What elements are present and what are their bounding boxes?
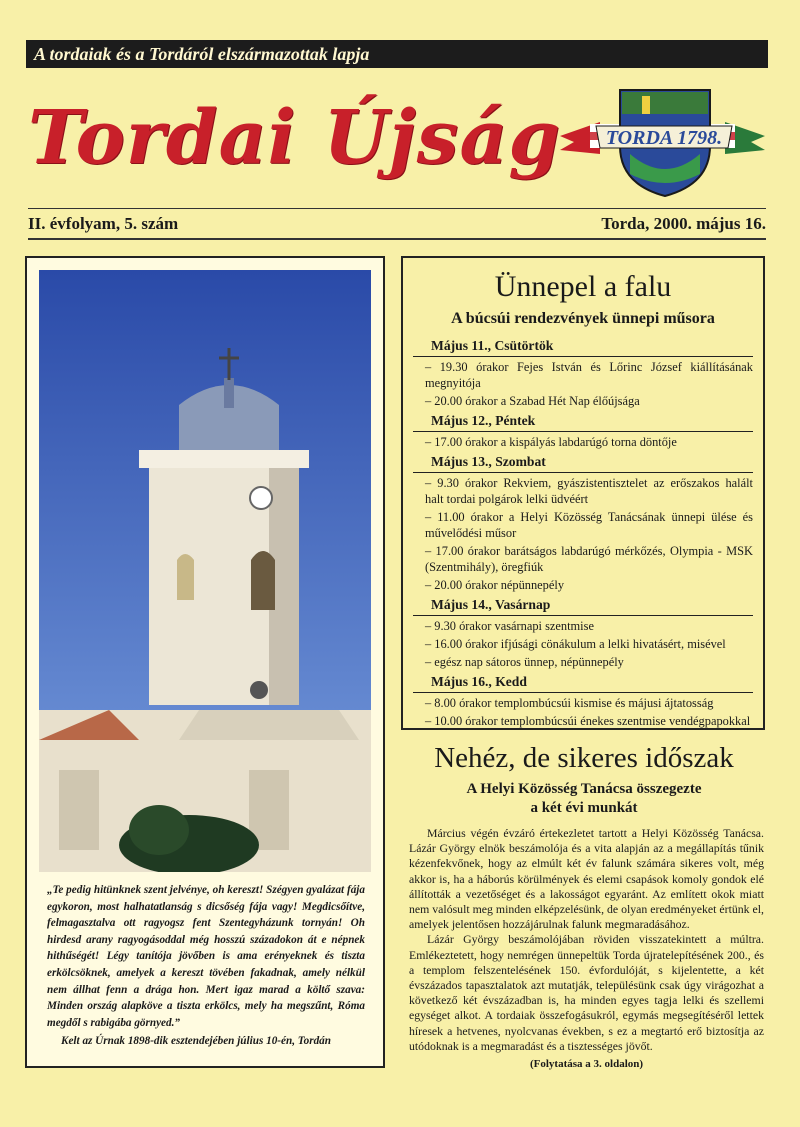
program-event: – 9.30 órakor vasárnapi szentmise [425, 619, 594, 633]
program-event: – 8.00 órakor templombúcsúi kismise és májusi ájtatosság [425, 696, 714, 710]
church-photo [39, 270, 371, 872]
torda-crest-logo [560, 84, 765, 199]
issue-number: II. évfolyam, 5. szám [28, 214, 179, 233]
program-event: – 19.30 órakor Fejes István és Lőrinc József kiállításának megnyitója [425, 360, 753, 390]
poem-text: „Te pedig hitünknek szent jelvénye, oh kereszt! Szégyen gyalázat fája egykoron, most halhatatlanság s dicsőség fája vagy! Megdicsőítve, felmagasztalva ott ragyogsz fent Szentegyházunk tornyán! Oh hirdesd arany ragyogásoddal még hosszú századokon át e népnek hithűségét! Légy tanítója jövőben is ama erényeknek és tiszta erkölcsöknek, amelyek a kereszt tövében fakadnak, amely nélkül nem állhat fenn a drága hon. Mert igaz marad a költő szava: Minden ország alapköve a tiszta erkölcs, mely ha megszűnt, Róma megdől s rabigába görnyed.” [47, 884, 365, 1029]
program-event: – 10.00 órakor templombúcsúi énekes szentmise vendégpapokkal [425, 714, 751, 728]
program-event: – 17.00 órakor barátságos labdarúgó mérkőzés, Olympia - MSK (Szentmihály), öregfiúk [425, 544, 753, 574]
program-day: Május 14., Vasárnap [413, 595, 753, 616]
program-day: Május 13., Szombat [413, 452, 753, 473]
article-subtitle-line: A Helyi Közösség Tanácsa összegezte [466, 781, 702, 797]
header-rule-bottom [28, 238, 766, 240]
program-event: – 20.00 órakor a Szabad Hét Nap élőújsága [425, 394, 640, 408]
program-event: – 16.00 órakor ifjúsági cönákulum a lelki hivatásért, misével [425, 637, 726, 651]
program-title: Ünnepel a falu [494, 270, 672, 303]
article-paragraph: Március végén évzáró értekezletet tartott a Helyi Közösség Tanácsa. Lázár György elnök beszámolója és a vita alapján az a megállapítás tűnik kézenfekvőnek, hogy az elmúlt két év falunk számára sikeres volt, még akkor is, ha a háborús körülmények és elemi csapások komoly gondok elé állították a vezetőséget és a lakosságot egyaránt. Az említett okok miatt nem valósult meg minden elképzelésünk, de olyan eredményeket értünk el, amelyek jelentősen hozzájárulnak falunk megmaradásához. [409, 826, 764, 932]
continued-note: (Folytatása a 3. oldalon) [529, 1058, 644, 1071]
poem-signature: Kelt az Úrnak 1898-dik esztendejében július 10-én, Tordán [61, 1035, 331, 1048]
program-event: – 11.00 órakor a Helyi Közösség Tanácsának ünnepi ülése és művelődési műsor [425, 510, 753, 540]
photo-frame [25, 256, 385, 1068]
article-subtitle [402, 780, 766, 818]
header-rule-top [28, 208, 766, 209]
program-event: – 9.30 órakor Rekviem, gyászistentisztelet az erőszakos halált halt tordai polgárok lelki üdvéért [425, 476, 753, 506]
article-body [409, 826, 764, 1072]
tagline-bar [26, 40, 768, 68]
article-subtitle-line: a két évi munkát [530, 800, 638, 816]
newspaper-title: Tordai Újság [28, 95, 562, 181]
issue-line [28, 214, 766, 234]
program-subtitle: A búcsúi rendezvények ünnepi műsora [451, 310, 715, 327]
program-day: Május 11., Csütörtök [413, 336, 753, 357]
program-event: – egész nap sátoros ünnep, népünnepély [425, 655, 624, 669]
program-day: Május 12., Péntek [413, 411, 753, 432]
article-title: Nehéz, de sikeres időszak [434, 742, 734, 774]
article-paragraph: Lázár György beszámolójában röviden visszatekintett a múltra. Emlékeztetett, hogy nemrégen ünnepeltük Torda újratelepítésének 200., és a templom felszentelésének 150. évfordulóját, s kijelentette, a két évszázados tapasztalatok azt mutatják, településünk csak úgy virágozhat a következő két évszázadban is, ha minden egyes tagja lelki és szellemi egységet alkot. A tordaiak összefogásukról, egymás megsegítéséről lettek híresek a hetvenes, nyolcvanas években, s ez a megtartó erő biztosítja az utódoknak is a megmaradást és a tisztességes jövőt. [409, 932, 764, 1053]
program-event: – 20.00 órakor népünnepély [425, 578, 565, 592]
program-day: Május 16., Kedd [413, 672, 753, 693]
poem-caption [47, 882, 365, 1050]
program-event: – 17.00 órakor a kispályás labdarúgó torna döntője [425, 435, 677, 449]
tagline: A tordaiak és a Tordáról elszármazottak lapja [34, 44, 370, 64]
crest-text: TORDA 1798. [605, 127, 723, 149]
program-box [401, 256, 765, 730]
issue-date: Torda, 2000. május 16. [601, 214, 766, 233]
